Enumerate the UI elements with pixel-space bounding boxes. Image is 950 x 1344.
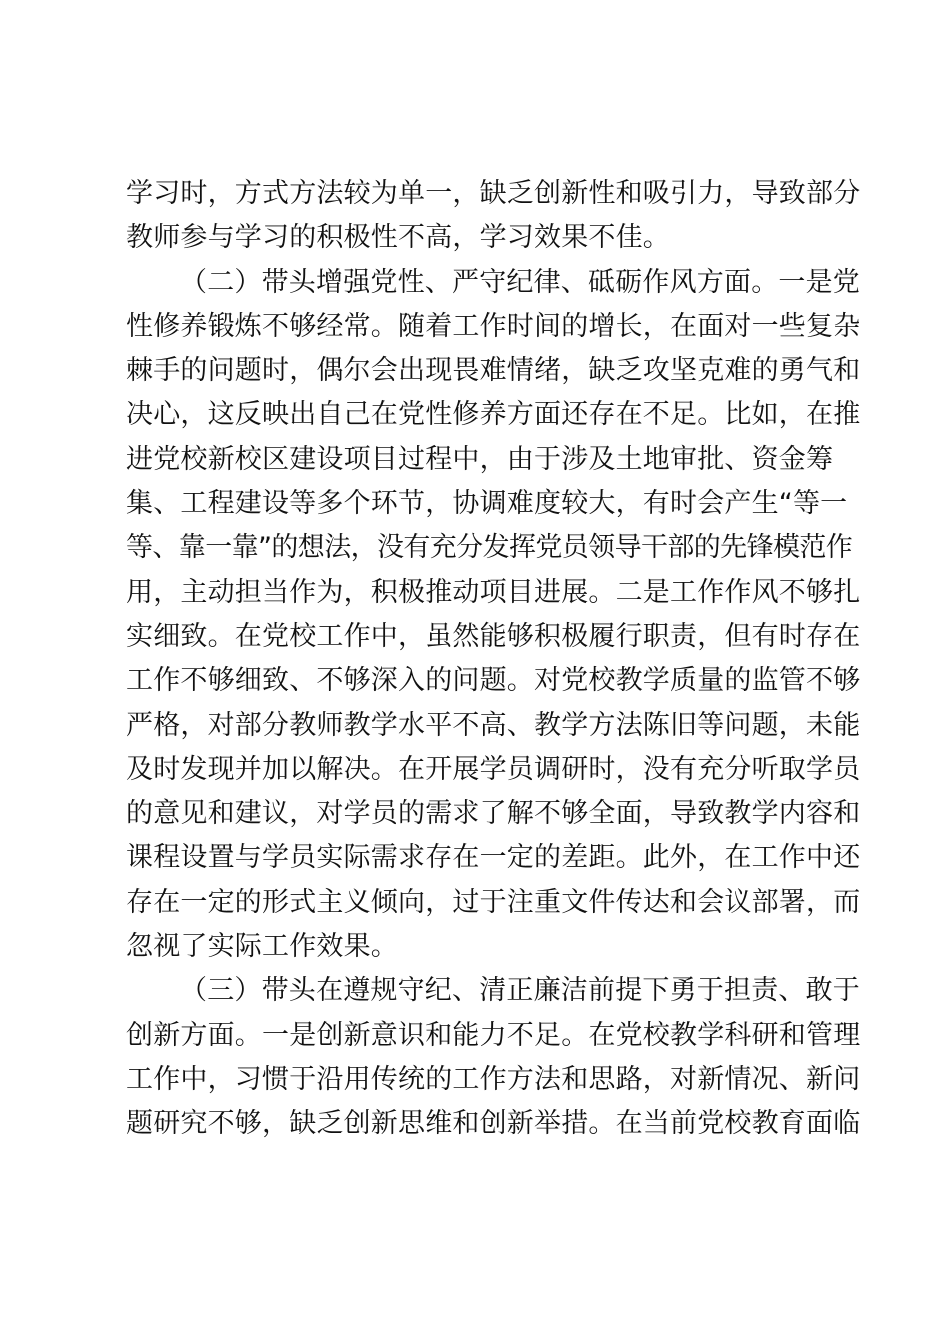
text-line: 进党校新校区建设项目过程中，由于涉及土地审批、资金筹 xyxy=(126,443,834,475)
text-line: 性修养锻炼不够经常。随着工作时间的增长，在面对一些复杂 xyxy=(126,310,861,342)
text-line: 课程设置与学员实际需求存在一定的差距。此外，在工作中还 xyxy=(126,842,861,874)
text-line: 的意见和建议，对学员的需求了解不够全面，导致教学内容和 xyxy=(126,798,861,830)
text-line: 工作中，习惯于沿用传统的工作方法和思路，对新情况、新问 xyxy=(126,1063,861,1095)
text-line: 集、工程建设等多个环节，协调难度较大，有时会产生“等一 xyxy=(126,488,848,520)
text-line: 及时发现并加以解决。在开展学员调研时，没有充分听取学员 xyxy=(126,753,861,785)
text-line: 棘手的问题时，偶尔会出现畏难情绪，缺乏攻坚克难的勇气和 xyxy=(126,355,861,387)
text-line: 用，主动担当作为，积极推动项目进展。二是工作作风不够扎 xyxy=(126,576,861,608)
text-line: 学习时，方式方法较为单一，缺乏创新性和吸引力，导致部分 xyxy=(126,178,861,209)
section-heading-line: （三）带头在遵规守纪、清正廉洁前提下勇于担责、敢于 xyxy=(180,975,860,1007)
section-heading-line: （二）带头增强党性、严守纪律、砥砺作风方面。一是党 xyxy=(180,266,860,298)
document-body xyxy=(126,172,861,1147)
text-line: 创新方面。一是创新意识和能力不足。在党校教学科研和管理 xyxy=(126,1019,861,1051)
text-line: 存在一定的形式主义倾向，过于注重文件传达和会议部署，而 xyxy=(126,886,861,918)
text-line: 严格，对部分教师教学水平不高、教学方法陈旧等问题，未能 xyxy=(126,709,861,741)
text-line: 等、靠一靠”的想法，没有充分发挥党员领导干部的先锋模范作 xyxy=(126,532,853,564)
text-line: 决心，这反映出自己在党性修养方面还存在不足。比如，在推 xyxy=(126,399,861,431)
text-line: 教师参与学习的积极性不高，学习效果不佳。 xyxy=(126,222,670,254)
text-line: 忽视了实际工作效果。 xyxy=(126,931,398,963)
text-line: 实细致。在党校工作中，虽然能够积极履行职责，但有时存在 xyxy=(126,620,861,652)
text-line: 题研究不够，缺乏创新思维和创新举措。在当前党校教育面临 xyxy=(126,1108,861,1140)
text-line: 工作不够细致、不够深入的问题。对党校教学质量的监管不够 xyxy=(126,665,861,697)
